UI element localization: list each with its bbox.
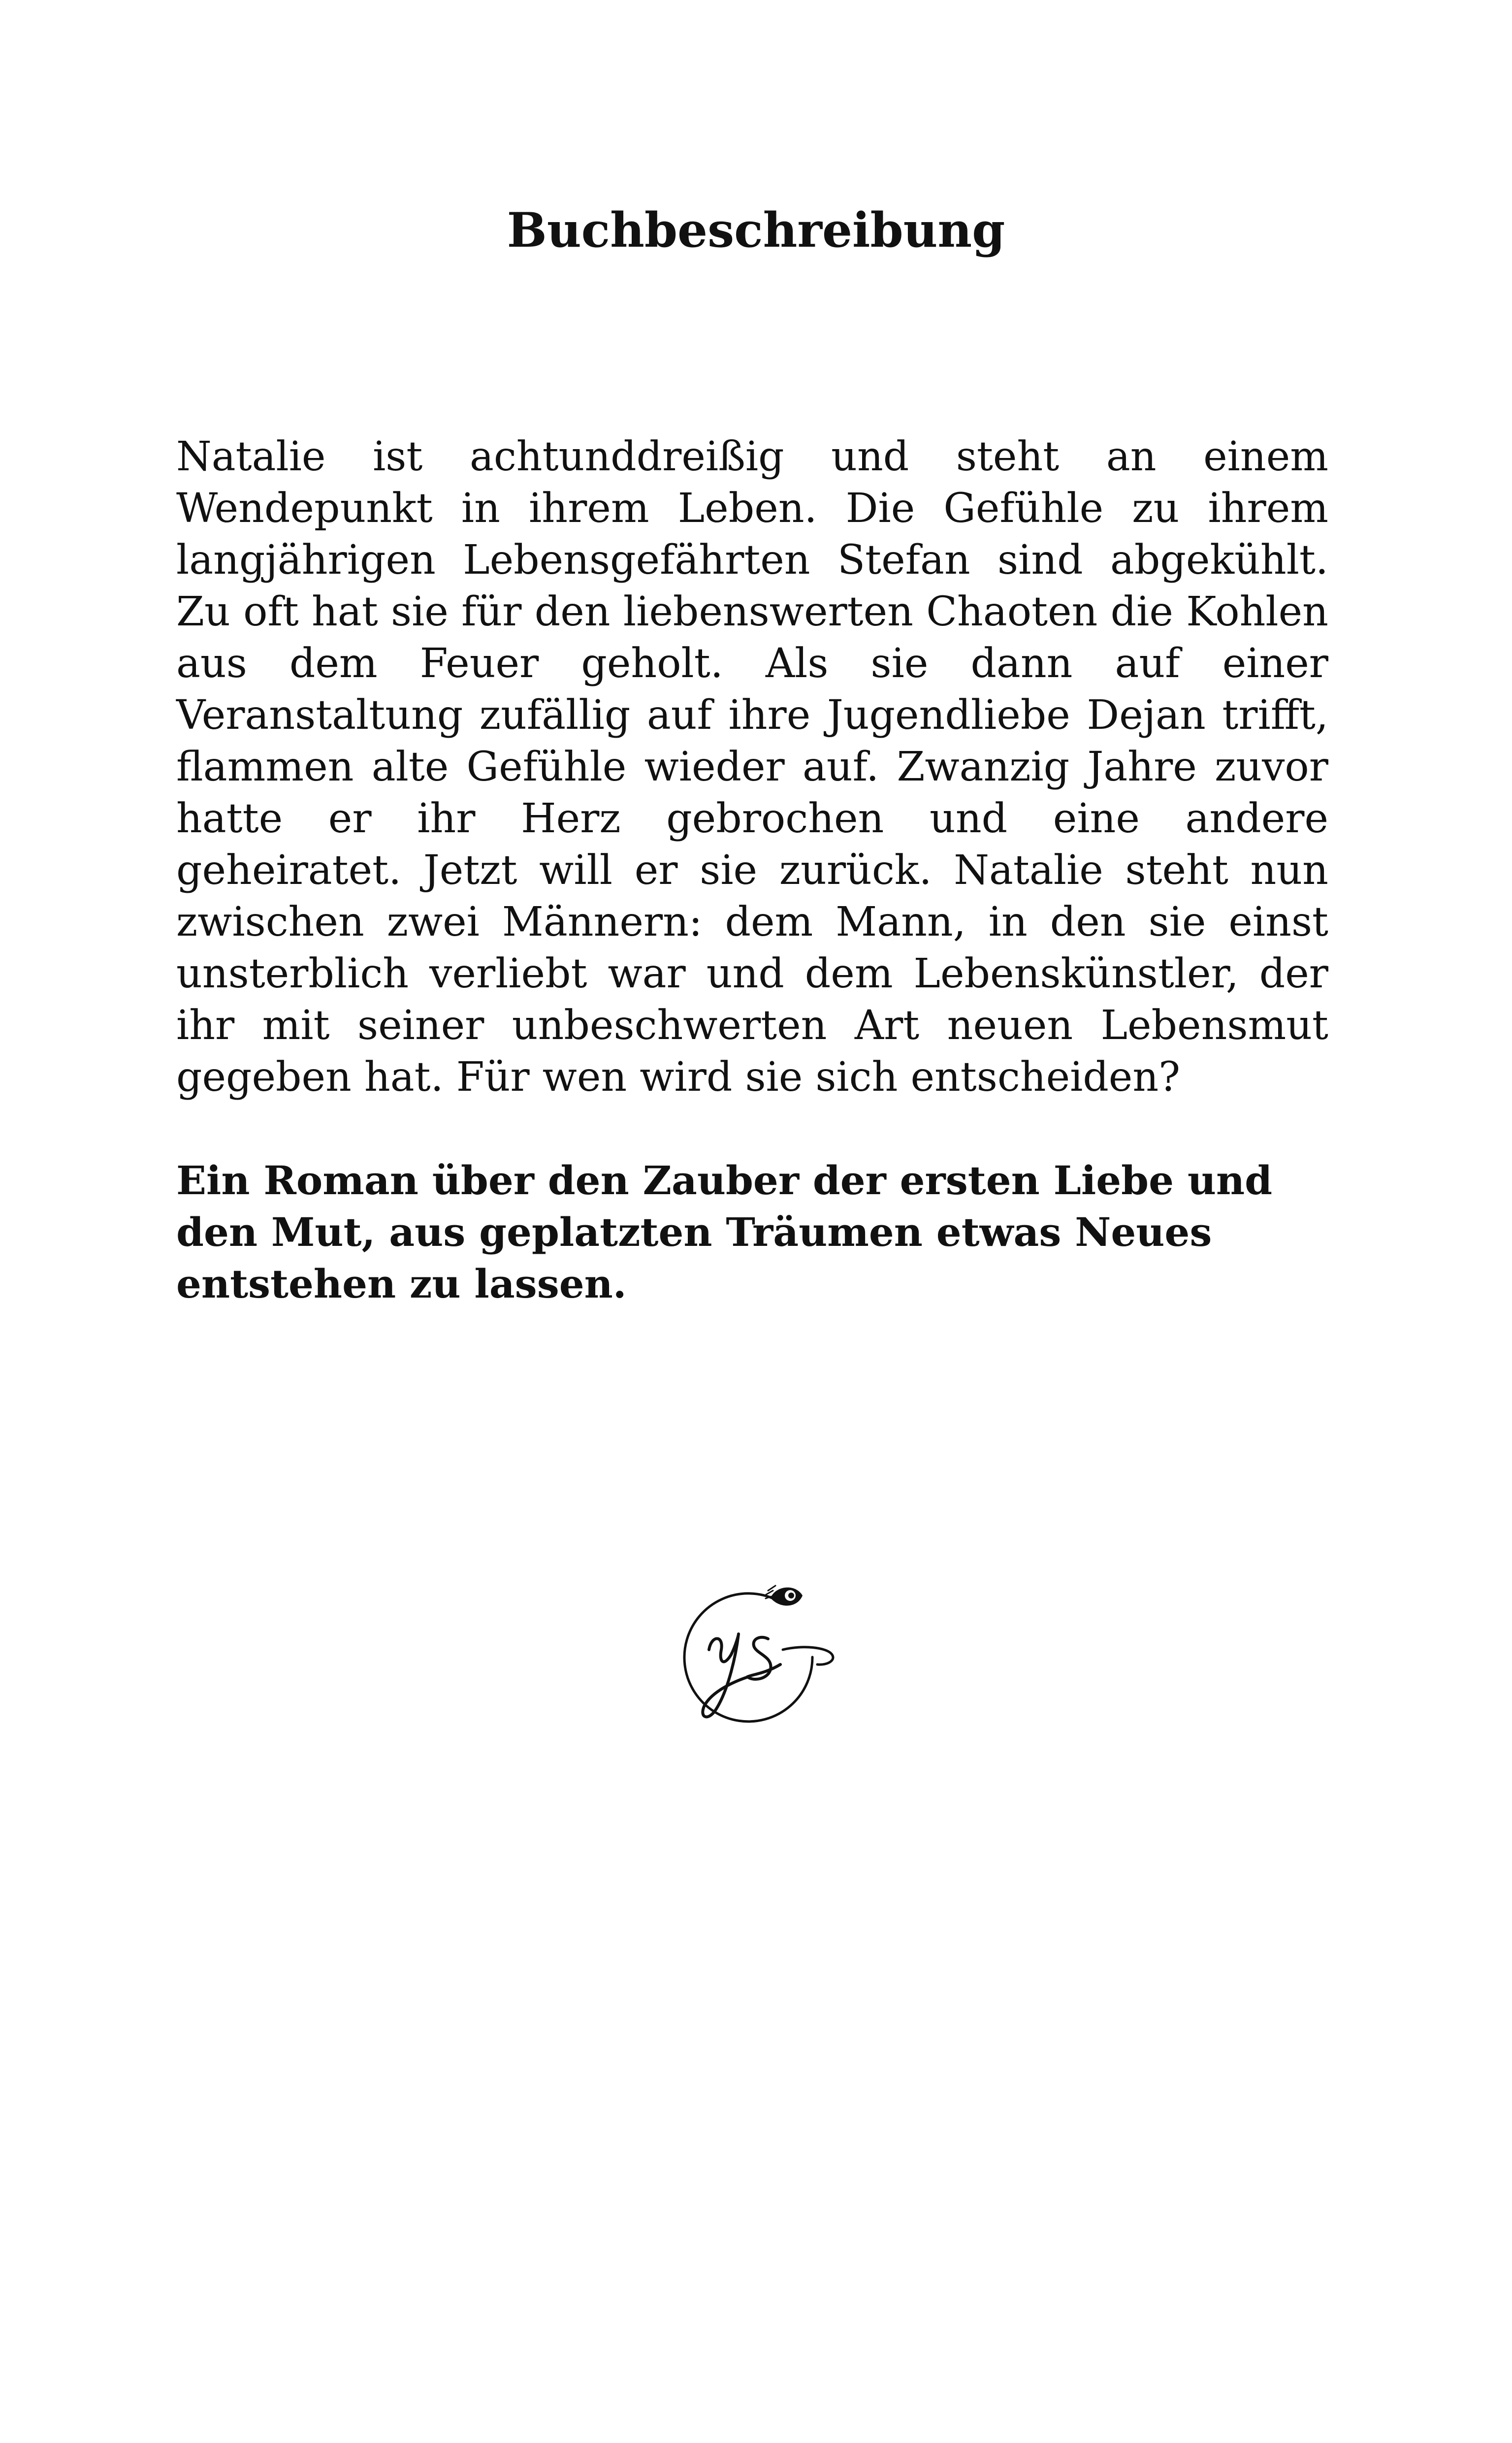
logo-circle xyxy=(684,1594,812,1722)
ys-monogram-logo-icon xyxy=(670,1576,847,1738)
page-title: Buchbeschreibung xyxy=(507,202,1005,258)
logo-letter-s xyxy=(747,1637,780,1679)
logo-tail xyxy=(783,1647,833,1664)
book-tagline: Ein Roman über den Zauber der ersten Liebe und den Mut, aus geplatzten Träumen etwas Neues entstehen zu lassen. xyxy=(176,1157,1273,1307)
book-description: Natalie ist achtunddreißig und steht an einem Wendepunkt in ihrem Leben. Die Gefühle zu ihrem langjährigen Lebensgefährten Stefan sind abgekühlt. Zu oft hat sie für den liebenswerten Chaoten die Kohlen aus dem Feuer geholt. Als sie dann auf einer Veranstaltung zufällig auf ihre Jugendliebe Dejan trifft, flammen alte Gefühle wieder auf. Zwanzig Jahre zuvor hatte er ihr Herz gebrochen und eine andere geheiratet. Jetzt will er sie zurück. Natalie steht nun zwischen zwei Männern: dem Mann, in den sie einst unsterblich verliebt war und dem Lebenskünstler, der ihr mit seiner unbeschwerten Art neuen Lebensmut gegeben hat. Für wen wird sie sich entscheiden? xyxy=(176,433,1328,1101)
logo-feather-icon xyxy=(766,1586,803,1606)
logo-letter-y xyxy=(703,1634,748,1717)
